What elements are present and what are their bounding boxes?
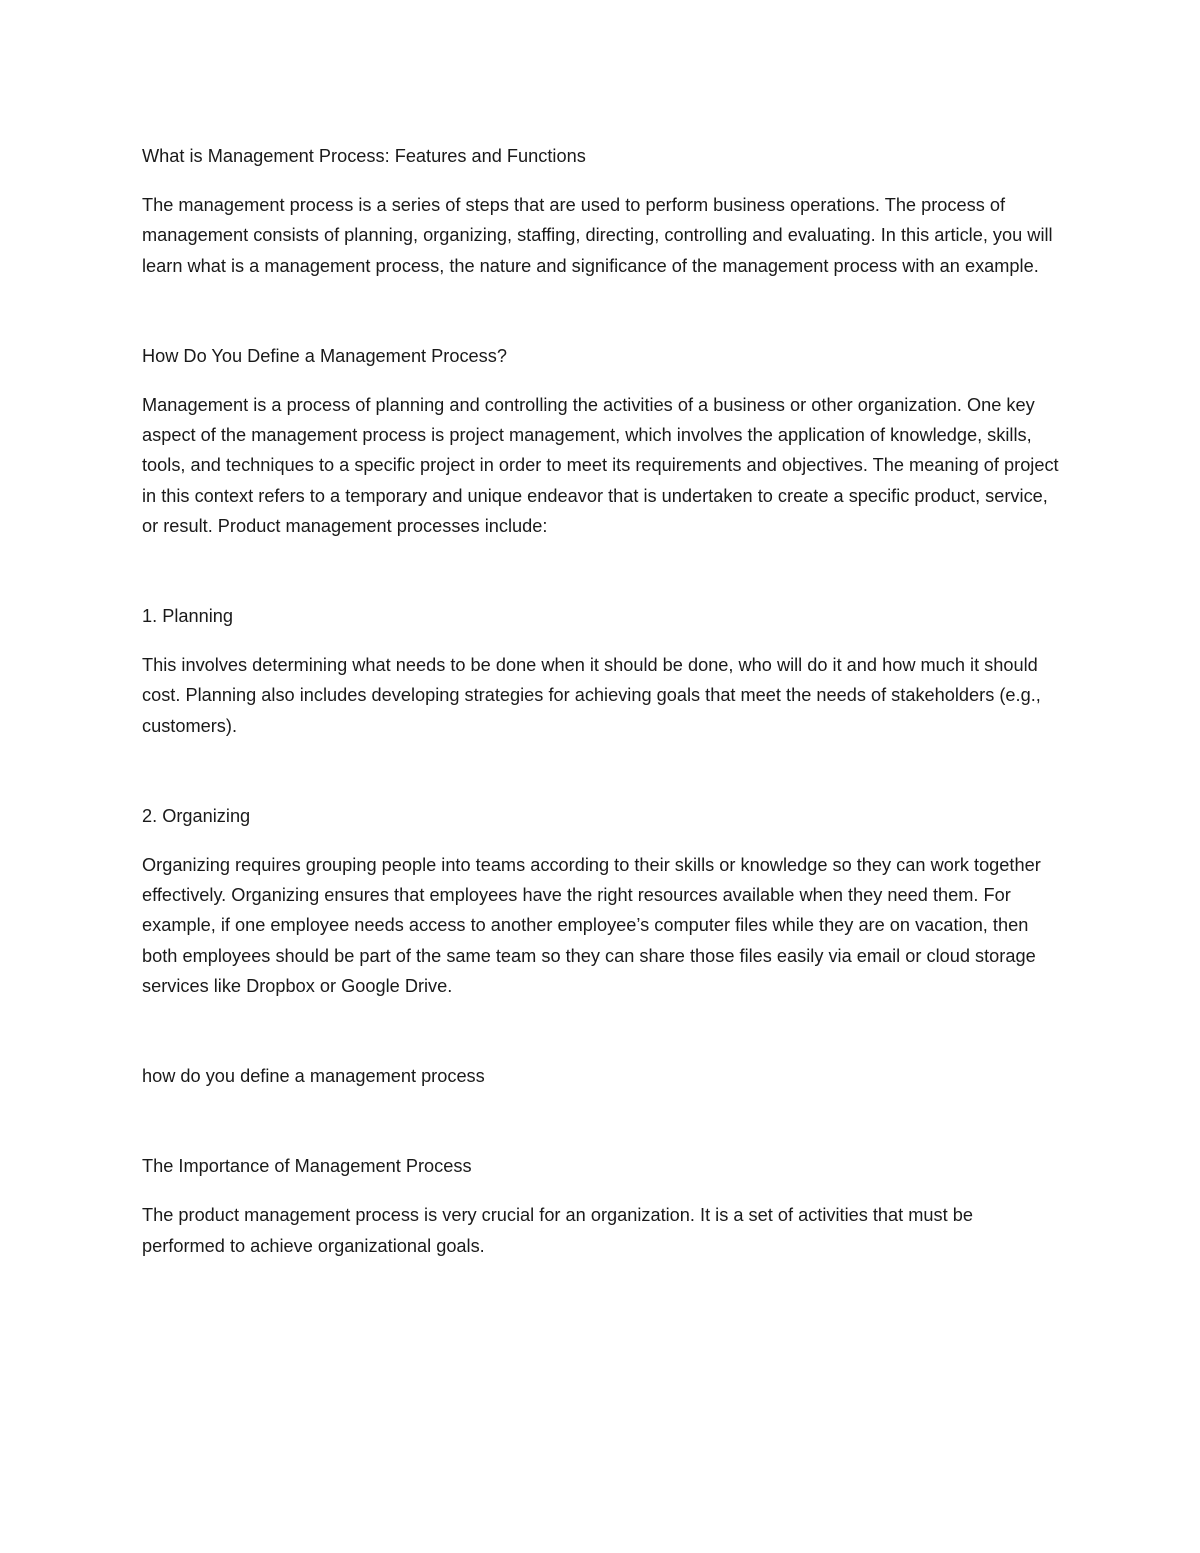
document-title: What is Management Process: Features and Functions bbox=[142, 146, 586, 166]
spacer bbox=[142, 1091, 1060, 1151]
spacer bbox=[142, 281, 1060, 341]
document-content bbox=[142, 141, 1060, 1261]
spacer bbox=[142, 541, 1060, 601]
spacer bbox=[142, 1001, 1060, 1061]
intro-paragraph: The management process is a series of steps that are used to perform business operations. The process of management consists of planning, organizing, staffing, directing, controlling and evaluating. In this article, you will learn what is a management process, the nature and significance of the management process with an example. bbox=[142, 195, 1053, 276]
section-body-define: Management is a process of planning and controlling the activities of a business or other organization. One key aspect of the management process is project management, which involves the application of knowledge, skills, tools, and techniques to a specific project in order to meet its requirements and objectives. The meaning of project in this context refers to a temporary and unique endeavor that is undertaken to create a specific product, service, or result. Product management processes include: bbox=[142, 395, 1059, 536]
section-body-organizing: Organizing requires grouping people into teams according to their skills or knowledge so they can work together effectively. Organizing ensures that employees have the right resources available when they need them. For example, if one employee needs access to another employee’s computer files while they are on vacation, then both employees should be part of the same team so they can share those files easily via email or cloud storage services like Dropbox or Google Drive. bbox=[142, 855, 1041, 996]
spacer bbox=[142, 741, 1060, 801]
section-body-importance: The product management process is very crucial for an organization. It is a set of activities that must be performed to achieve organizational goals. bbox=[142, 1205, 973, 1256]
section-heading-planning: 1. Planning bbox=[142, 606, 234, 627]
section-body-planning: This involves determining what needs to be done when it should be done, who will do it and how much it should cost. Planning also includes developing strategies for achieving goals that meet the needs of stakeholders (e.g., customers). bbox=[142, 655, 1041, 736]
section-heading-importance: The Importance of Management Process bbox=[142, 1156, 472, 1177]
section-heading-organizing: 2. Organizing bbox=[142, 805, 251, 826]
keyword-line: how do you define a management process bbox=[142, 1066, 485, 1087]
section-heading-define: How Do You Define a Management Process? bbox=[142, 345, 507, 366]
